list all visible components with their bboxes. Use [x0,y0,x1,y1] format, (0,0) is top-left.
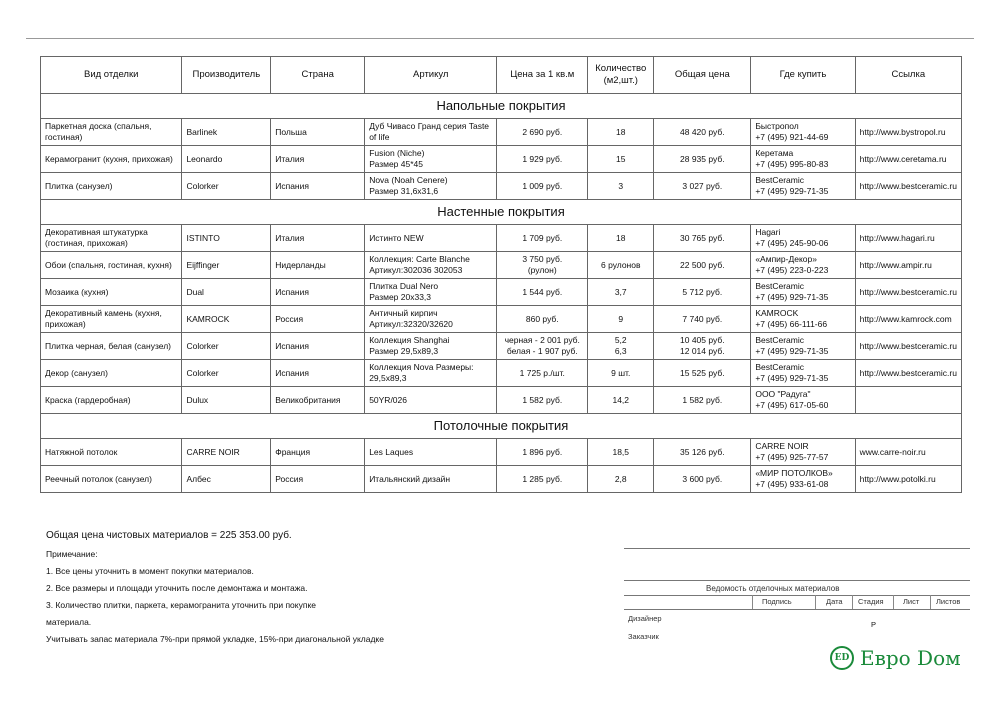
cell-quantity: 18 [588,225,654,252]
company-logo [830,646,961,670]
table-row [41,306,962,333]
cell-price: 1 709 руб. [497,225,588,252]
cell-link[interactable]: http://www.ampir.ru [855,252,961,279]
cell-total: 35 126 руб. [654,439,751,466]
cell-country: Италия [271,225,365,252]
cell-manufacturer: Албес [182,466,271,493]
stamp-client-label: Заказчик [628,632,659,641]
cell-price: черная - 2 001 руб. белая - 1 907 руб. [497,333,588,360]
notes-title: Примечание: [46,549,98,559]
cell-link[interactable]: http://www.bestceramic.ru [855,279,961,306]
table-row [41,387,962,414]
cell-link[interactable]: www.carre-noir.ru [855,439,961,466]
cell-type: Обои (спальня, гостиная, кухня) [41,252,182,279]
cell-article: Les Laques [365,439,497,466]
cell-price: 1 896 руб. [497,439,588,466]
header-total: Общая цена [654,57,751,94]
cell-country: Испания [271,333,365,360]
footer-notes [46,530,606,651]
cell-type: Паркетная доска (спальня, гостиная) [41,119,182,146]
cell-where: Hagari +7 (495) 245-90-06 [751,225,855,252]
cell-link[interactable]: http://www.ceretama.ru [855,146,961,173]
stamp-col-date: Дата [826,597,843,606]
header-country: Страна [271,57,365,94]
cell-quantity: 3,7 [588,279,654,306]
cell-article: Истинто NEW [365,225,497,252]
cell-price: 1 009 руб. [497,173,588,200]
cell-total: 28 935 руб. [654,146,751,173]
header-link: Ссылка [855,57,961,94]
section-title: Настенные покрытия [41,200,962,225]
table-row [41,173,962,200]
header-price: Цена за 1 кв.м [497,57,588,94]
cell-total: 48 420 руб. [654,119,751,146]
section-title: Потолочные покрытия [41,414,962,439]
cell-total: 30 765 руб. [654,225,751,252]
cell-type: Керамогранит (кухня, прихожая) [41,146,182,173]
cell-type: Декоративный камень (кухня, прихожая) [41,306,182,333]
header-type: Вид отделки [41,57,182,94]
table-row [41,225,962,252]
cell-article: Плитка Dual Nero Размер 20х33,3 [365,279,497,306]
note-item: материала. [46,617,92,627]
stamp-divider [930,595,931,609]
cell-price: 1 544 руб. [497,279,588,306]
cell-article: Nova (Noah Cenere) Размер 31,6х31,6 [365,173,497,200]
cell-type: Натяжной потолок [41,439,182,466]
cell-type: Плитка черная, белая (санузел) [41,333,182,360]
cell-quantity: 18 [588,119,654,146]
stamp-divider [893,595,894,609]
cell-link[interactable]: http://www.bestceramic.ru [855,173,961,200]
stamp-divider [752,595,753,609]
cell-country: Нидерланды [271,252,365,279]
stamp-col-stage: Стадия [858,597,884,606]
cell-quantity: 2,8 [588,466,654,493]
cell-where: ООО "Радуга" +7 (495) 617-05-60 [751,387,855,414]
stamp-col-signature: Подпись [762,597,792,606]
cell-price: 1 929 руб. [497,146,588,173]
cell-manufacturer: Eijffinger [182,252,271,279]
cell-total: 10 405 руб. 12 014 руб. [654,333,751,360]
table-row [41,466,962,493]
cell-type: Плитка (санузел) [41,173,182,200]
cell-link[interactable]: http://www.kamrock.com [855,306,961,333]
cell-link[interactable]: http://www.bestceramic.ru [855,333,961,360]
cell-manufacturer: Leonardo [182,146,271,173]
cell-link [855,387,961,414]
cell-quantity: 9 [588,306,654,333]
note-item: 3. Количество плитки, паркета, керамогранита уточнить при покупке [46,600,316,610]
stamp-title: Ведомость отделочных материалов [706,584,840,593]
cell-total: 1 582 руб. [654,387,751,414]
cell-country: Испания [271,279,365,306]
cell-manufacturer: KAMROCK [182,306,271,333]
cell-quantity: 9 шт. [588,360,654,387]
grand-total: Общая цена чистовых материалов = 225 353.00 руб. [46,530,292,541]
note-item: 2. Все размеры и площади уточнить после демонтажа и монтажа. [46,583,308,593]
cell-article: 50YR/026 [365,387,497,414]
stamp-line [624,609,970,610]
header-manufacturer: Производитель [182,57,271,94]
cell-link[interactable]: http://www.bystropol.ru [855,119,961,146]
cell-where: KAMROCK +7 (495) 66-111-66 [751,306,855,333]
stamp-divider [852,595,853,609]
table-row [41,360,962,387]
cell-article: Итальянский дизайн [365,466,497,493]
note-item: 1. Все цены уточнить в момент покупки материалов. [46,566,254,576]
stamp-col-sheets: Листов [936,597,961,606]
stamp-line [624,548,970,549]
cell-quantity: 5,2 6,3 [588,333,654,360]
table-row [41,119,962,146]
cell-link[interactable]: http://www.bestceramic.ru [855,360,961,387]
page-frame-top [26,38,974,39]
cell-manufacturer: ISTINTO [182,225,271,252]
cell-type: Декоративная штукатурка (гостиная, прихожая) [41,225,182,252]
cell-total: 7 740 руб. [654,306,751,333]
cell-total: 15 525 руб. [654,360,751,387]
cell-where: BestCeramic +7 (495) 929-71-35 [751,279,855,306]
cell-manufacturer: CARRE NOIR [182,439,271,466]
cell-manufacturer: Colorker [182,173,271,200]
cell-link[interactable]: http://www.potolki.ru [855,466,961,493]
cell-country: Италия [271,146,365,173]
logo-text: Евро Dом [860,646,961,670]
cell-manufacturer: Dual [182,279,271,306]
cell-country: Испания [271,360,365,387]
cell-where: BestCeramic +7 (495) 929-71-35 [751,173,855,200]
cell-total: 5 712 руб. [654,279,751,306]
cell-total: 3 600 руб. [654,466,751,493]
cell-article: Fusion (Niche) Размер 45*45 [365,146,497,173]
cell-where: BestCeramic +7 (495) 929-71-35 [751,333,855,360]
cell-quantity: 18,5 [588,439,654,466]
cell-price: 1 285 руб. [497,466,588,493]
table-row [41,279,962,306]
cell-type: Мозаика (кухня) [41,279,182,306]
table-row [41,439,962,466]
cell-article: Коллекция: Carte Blanche Артикул:302036 302053 [365,252,497,279]
table-row [41,333,962,360]
cell-quantity: 3 [588,173,654,200]
cell-manufacturer: Colorker [182,360,271,387]
cell-type: Реечный потолок (санузел) [41,466,182,493]
note-item: Учитывать запас материала 7%-при прямой укладке, 15%-при диагональной укладке [46,634,384,644]
cell-price: 1 582 руб. [497,387,588,414]
cell-article: Коллекция Nova Размеры: 29,5х89,3 [365,360,497,387]
stamp-divider [815,595,816,609]
header-where: Где купить [751,57,855,94]
cell-quantity: 6 рулонов [588,252,654,279]
header-quantity: Количество (м2,шт.) [588,57,654,94]
cell-where: «МИР ПОТОЛКОВ» +7 (495) 933-61-08 [751,466,855,493]
stamp-line [624,595,970,596]
cell-article: Коллекция Shanghai Размер 29,5х89,3 [365,333,497,360]
logo-mark-icon: ED [830,646,854,670]
cell-country: Великобритания [271,387,365,414]
cell-price: 1 725 р./шт. [497,360,588,387]
table-row [41,146,962,173]
cell-total: 22 500 руб. [654,252,751,279]
stamp-designer-label: Дизайнер [628,614,662,623]
cell-quantity: 14,2 [588,387,654,414]
cell-total: 3 027 руб. [654,173,751,200]
header-article: Артикул [365,57,497,94]
cell-manufacturer: Barlinek [182,119,271,146]
cell-type: Краска (гардеробная) [41,387,182,414]
cell-country: Франция [271,439,365,466]
section-row [41,200,962,225]
cell-where: «Ампир-Декор» +7 (495) 223-0-223 [751,252,855,279]
section-row [41,94,962,119]
section-title: Напольные покрытия [41,94,962,119]
cell-where: Керетама +7 (495) 995-80-83 [751,146,855,173]
cell-article: Античный кирпич Артикул:32320/32620 [365,306,497,333]
cell-price: 3 750 руб. (рулон) [497,252,588,279]
stamp-line [624,580,970,581]
cell-price: 860 руб. [497,306,588,333]
cell-price: 2 690 руб. [497,119,588,146]
cell-where: Быстропол +7 (495) 921-44-69 [751,119,855,146]
cell-country: Россия [271,466,365,493]
cell-article: Дуб Чивасо Гранд серия Taste of life [365,119,497,146]
cell-where: BestCeramic +7 (495) 929-71-35 [751,360,855,387]
section-row [41,414,962,439]
stamp-stage-value: Р [871,620,877,629]
materials-table [40,56,962,493]
table-header-row [41,57,962,94]
cell-country: Россия [271,306,365,333]
cell-manufacturer: Colorker [182,333,271,360]
cell-link[interactable]: http://www.hagari.ru [855,225,961,252]
cell-manufacturer: Dulux [182,387,271,414]
table-row [41,252,962,279]
cell-where: CARRE NOIR +7 (495) 925-77-57 [751,439,855,466]
cell-type: Декор (санузел) [41,360,182,387]
cell-quantity: 15 [588,146,654,173]
cell-country: Польша [271,119,365,146]
cell-country: Испания [271,173,365,200]
stamp-col-sheet: Лист [903,597,920,606]
